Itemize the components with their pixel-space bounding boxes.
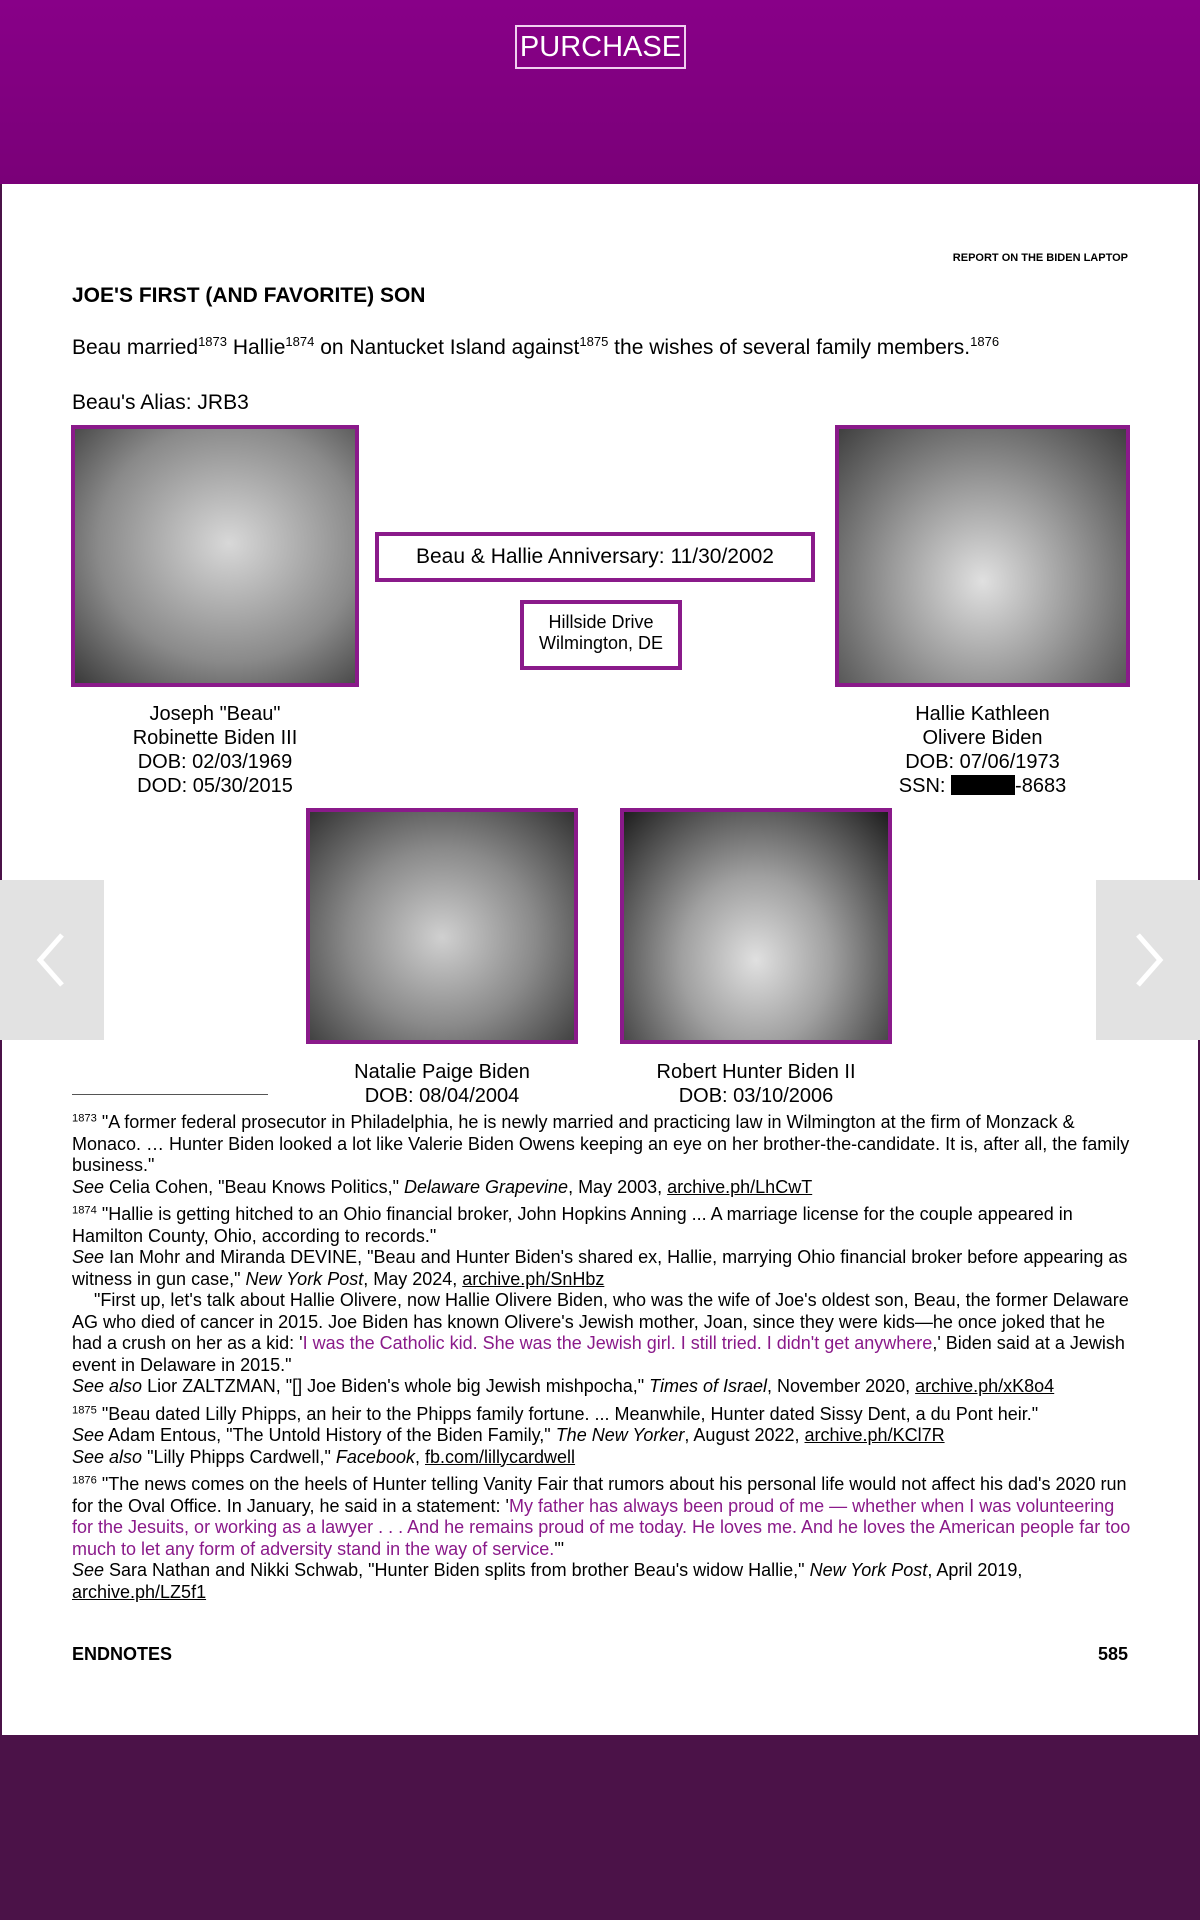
footnote-1874: $^{1874}$ "Hallie is getting hitched to an Ohio financial broker, John Hopkins Anning ... A marriage license for the couple appeared in Hamilton County, Ohio, according to records." See Ian Mohr and Miranda DEVINE, "Beau and Hunter Biden's shared ex, Hallie, marrying Ohio financial broker before appearing as witness in gun case," New York Post, May 2024, archive.ph/SnHbz "First up, let's talk about Hallie Olivere, now Hallie Olivere Biden, who was the wife of Joe's oldest son, Beau, the former Delaware AG who died of cancer in 2015. Joe Biden has known Olivere's Jewish mother, Joan, since they were kids—he once joked that he had a crush on her as a kid: 'I was the Catholic kid. She was the Jewish girl. I still tried. I didn't get anywhere,' Biden said at a Jewish event in Delaware in 2015." See also Lior ZALTZMAN, "[] Joe Biden's whole big Jewish mishpocha," Times of Israel, November 2020, archive.ph/xK8o4 [72,1204,1129,1396]
book-page [2,184,1198,1735]
source-link[interactable]: archive.ph/LhCwT [667,1176,813,1197]
page-number: 585 [1097,1644,1128,1664]
source-link[interactable]: archive.ph/SnHbz [462,1268,605,1289]
natalie-caption: Natalie Paige Biden DOB: 08/04/2004 [354,1061,530,1107]
top-bar [0,0,1200,184]
footnote-divider [72,1094,268,1095]
source-link[interactable]: archive.ph/LZ5f1 [72,1581,207,1602]
source-link[interactable]: fb.com/lillycardwell [425,1446,576,1467]
lead-sentence: Beau married$^{1873}$ Hallie$^{1874}$ on Nantucket Island against$^{1875}$ the wishes of several family members.$^{1876}$ [72,334,1000,359]
address-box [520,600,682,670]
robert-photo [620,808,892,1044]
robert-caption: Robert Hunter Biden II DOB: 03/10/2006 [656,1061,856,1107]
prev-page-button[interactable] [0,880,104,1040]
footnotes [72,1112,1132,1609]
source-link[interactable]: archive.ph/KCl7R [804,1425,945,1445]
natalie-photo [306,808,578,1044]
section-label: ENDNOTES [72,1644,173,1664]
hallie-caption: Hallie Kathleen Olivere Biden DOB: 07/06/1973 SSN: -8683 [898,703,1067,797]
address-line: Hillside Drive [548,612,654,632]
footnote-1873: $^{1873}$ "A former federal prosecutor in Philadelphia, he is newly married and practicing law in Wilmington at the firm of Monzack & Monaco. … Hunter Biden looked a lot like Valerie Biden Owens keeping an eye on her brother-the-candidate. It is, after all, the family business." See Celia Cohen, "Beau Knows Politics," Delaware Grapevine, May 2003, archive.ph/LhCwT [72,1112,1130,1197]
chevron-right-icon [1096,880,1200,1040]
purchase-button[interactable]: PURCHASE [515,25,686,69]
alias: Beau's Alias: JRB3 [72,391,249,414]
hallie-photo [835,425,1130,687]
beau-photo [71,425,359,687]
footnote-1875: $^{1875}$ "Beau dated Lilly Phipps, an heir to the Phipps family fortune. ... Meanwhile, Hunter dated Sissy Dent, a du Pont heir." See Adam Entous, "The Untold History of the Biden Family," The New Yorker, August 2022, archive.ph/KCl7R See also "Lilly Phipps Cardwell," Facebook, fb.com/lillycardwell [72,1403,1039,1467]
chevron-left-icon [0,880,104,1040]
next-page-button[interactable] [1096,880,1200,1040]
source-link[interactable]: archive.ph/xK8o4 [915,1376,1055,1396]
anniversary-box: Beau & Hallie Anniversary: 11/30/2002 [375,532,815,582]
beau-caption: Joseph "Beau" Robinette Biden III DOB: 02/03/1969 DOD: 05/30/2015 [132,703,298,797]
redacted-block [951,775,1015,795]
running-header: REPORT ON THE BIDEN LAPTOP [952,252,1128,264]
page-title: JOE'S FIRST (AND FAVORITE) SON [72,284,426,307]
address-line: Wilmington, DE [538,633,664,653]
footnote-1876: $^{1876}$ "The news comes on the heels of Hunter telling Vanity Fair that rumors about his personal life would not affect his dad's 2020 run for the Oval Office. In January, he said in a statement: 'My father has always been proud of me — whether when I was volunteering for the Jesuits, or working as a lawyer . . . And he remains proud of me today. He loves me. And he loves the American people far too much to let any form of adversity stand in the way of service.'" See Sara Nathan and Nikki Schwab, "Hunter Biden splits from brother Beau's widow Hallie," New York Post, April 2019, archive.ph/LZ5f1 [72,1474,1131,1602]
